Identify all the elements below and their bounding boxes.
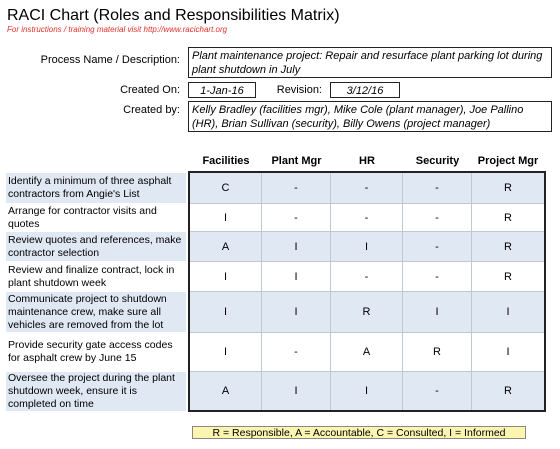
raci-cell[interactable]: I — [331, 372, 403, 410]
column-header-plant-mgr: Plant Mgr — [271, 155, 322, 167]
page-title: RACI Chart (Roles and Responsibilities Matrix) — [7, 7, 340, 24]
task-label: Oversee the project during the plant shutdown week, ensure it is completed on time — [6, 372, 186, 411]
raci-cell[interactable]: - — [331, 262, 403, 291]
process-label: Process Name / Description: — [40, 54, 180, 66]
raci-cell[interactable]: R — [504, 385, 512, 397]
raci-cell[interactable]: I — [190, 204, 262, 231]
raci-cell[interactable]: - — [403, 262, 472, 291]
table-row — [190, 232, 544, 261]
process-field[interactable]: Plant maintenance project: Repair and resurface plant parking lot during plant shutdown in July — [188, 47, 552, 78]
created-on-field[interactable]: 1-Jan-16 — [188, 82, 256, 98]
table-row — [190, 372, 544, 410]
raci-cell[interactable]: I — [262, 372, 331, 410]
raci-cell[interactable]: R — [504, 211, 512, 224]
raci-cell[interactable]: I — [262, 292, 331, 332]
task-label: Arrange for contractor visits and quotes — [8, 204, 157, 230]
column-header-hr: HR — [359, 155, 375, 167]
raci-cell[interactable]: C — [190, 173, 262, 203]
task-label: Provide security gate access codes for asphalt crew by June 15 — [8, 339, 173, 364]
table-row — [190, 173, 544, 203]
table-row — [190, 333, 544, 371]
raci-cell[interactable]: - — [262, 333, 331, 371]
raci-cell[interactable]: I — [262, 262, 331, 291]
raci-grid — [188, 171, 546, 412]
raci-cell[interactable]: - — [262, 173, 331, 203]
raci-cell[interactable]: - — [331, 173, 403, 203]
task-label: Identify a minimum of three asphalt contractors from Angie's List — [6, 173, 186, 203]
table-row — [190, 292, 544, 332]
raci-cell[interactable]: R — [331, 292, 403, 332]
raci-cell[interactable]: - — [262, 204, 331, 231]
raci-cell[interactable]: I — [506, 306, 510, 318]
created-by-label: Created by: — [123, 104, 180, 116]
raci-cell[interactable]: - — [403, 372, 472, 410]
raci-cell[interactable]: A — [190, 372, 262, 410]
task-label: Communicate project to shutdown maintenance crew, make sure all vehicles are removed from the lot — [6, 292, 186, 332]
raci-cell[interactable]: R — [504, 270, 512, 283]
task-label: Review quotes and references, make contractor selection — [6, 232, 186, 261]
table-row — [190, 262, 544, 291]
raci-cell[interactable]: I — [506, 346, 510, 358]
column-header-security: Security — [415, 155, 460, 167]
subtitle-link[interactable]: For instructions / training material visit http://www.racichart.org — [7, 25, 228, 34]
column-header-project-mgr: Project Mgr — [477, 155, 539, 167]
raci-cell[interactable]: - — [403, 173, 472, 203]
raci-cell[interactable]: - — [403, 232, 472, 261]
table-row — [190, 204, 544, 231]
raci-cell[interactable]: - — [331, 204, 403, 231]
raci-cell[interactable]: I — [262, 232, 331, 261]
revision-label: Revision: — [276, 84, 322, 96]
raci-cell[interactable]: R — [504, 182, 512, 194]
raci-cell[interactable]: - — [403, 204, 472, 231]
revision-field[interactable]: 3/12/16 — [330, 82, 400, 98]
raci-cell[interactable]: R — [504, 240, 512, 253]
raci-cell[interactable]: R — [403, 333, 472, 371]
legend: R = Responsible, A = Accountable, C = Consulted, I = Informed — [192, 426, 526, 439]
raci-cell[interactable]: A — [190, 232, 262, 261]
created-by-field[interactable]: Kelly Bradley (facilities mgr), Mike Cole (plant manager), Joe Pallino (HR), Brian Sullivan (security), Billy Owens (project manager) — [188, 101, 552, 132]
created-on-label: Created On: — [120, 84, 180, 96]
raci-cell[interactable]: I — [190, 292, 262, 332]
raci-cell[interactable]: I — [190, 262, 262, 291]
raci-cell[interactable]: I — [403, 292, 472, 332]
raci-cell[interactable]: I — [331, 232, 403, 261]
column-header-facilities: Facilities — [202, 155, 250, 167]
task-label: Review and finalize contract, lock in plant shutdown week — [8, 263, 175, 289]
raci-cell[interactable]: A — [331, 333, 403, 371]
raci-cell[interactable]: I — [190, 333, 262, 371]
